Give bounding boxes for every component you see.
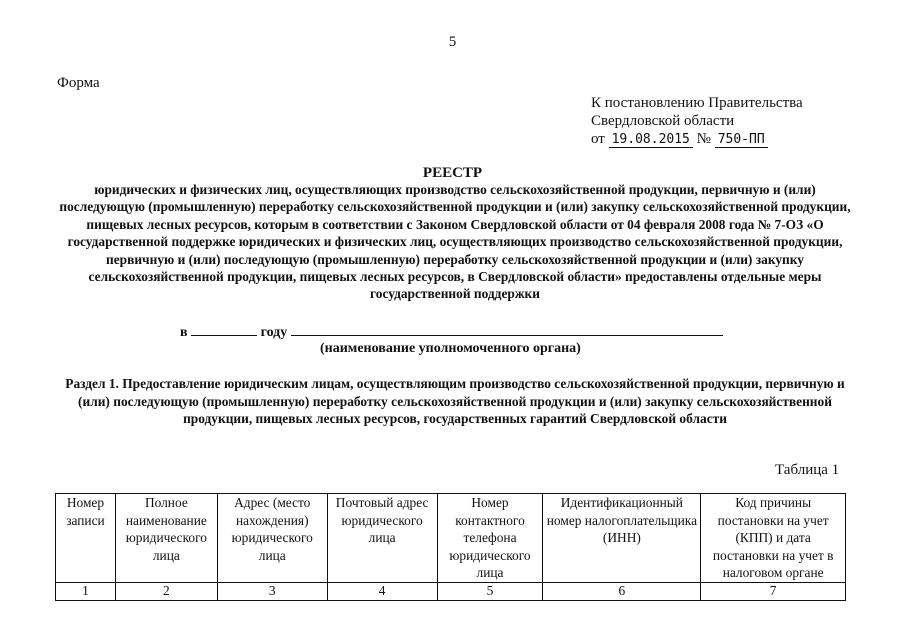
document-subtitle: юридических и физических лиц, осуществляющих производство сельскохозяйственной продукции, первичную и (или) последующую (промышленную) переработку сельскохозяйственной продукции и (или) закупку сельскохозяйственной продукции, пищевых лесных ресурсов, которым в соответствии с Законом Свердловской области от 04 февраля 2008 года № 7-ОЗ «О государственной поддержке юридических и физических лиц, осуществляющих производство сельскохозяйственной продукции, первичную и (или) последующую (промышленную) переработку сельскохозяйственной продукции и (или) закупку сельскохозяйственной продукции, пищевых лесных ресурсов, в Свердловской области» предоставлены отдельные меры государственной поддержки — [59, 182, 851, 302]
organ-caption: (наименование уполномоченного органа) — [320, 341, 581, 356]
table-header-row — [56, 494, 846, 583]
header-cell: Полное наименование юридического лица — [115, 494, 217, 583]
page-number: 5 — [448, 34, 457, 50]
attachment-date-line — [591, 130, 803, 149]
registry-table — [55, 493, 846, 601]
resolution-date: 19.08.2015 — [609, 132, 693, 148]
attachment-block — [591, 94, 803, 149]
header-cell: Код причины постановки на учет (КПП) и дата постановки на учет в налоговом органе — [701, 494, 846, 583]
section-title: Раздел 1. Предоставление юридическим лицам, осуществляющим производство сельскохозяйственной продукции, первичную и (или) последующую (промышленную) переработку сельскохозяйственной продукции и (или) закупку сельскохозяйственной продукции, пищевых лесных ресурсов, государственных гарантий Свердловской области — [65, 376, 845, 426]
header-cell: Номер записи — [56, 494, 116, 583]
table-number-row — [56, 583, 846, 601]
column-number-cell: 7 — [701, 583, 846, 601]
year-prefix: в — [180, 325, 188, 340]
number-sign: № — [696, 131, 711, 147]
from-label: от — [591, 131, 605, 147]
resolution-number: 750-ПП — [715, 132, 768, 148]
header-cell: Почтовый адрес юридического лица — [327, 494, 437, 583]
attachment-line-1: К постановлению Правительства — [591, 95, 803, 111]
attachment-line-2: Свердловской области — [591, 113, 735, 129]
column-number-cell: 2 — [115, 583, 217, 601]
column-number-cell: 5 — [437, 583, 543, 601]
year-label: году — [260, 325, 288, 340]
organ-blank — [291, 322, 723, 336]
column-number-cell: 3 — [217, 583, 327, 601]
header-cell: Идентификационный номер налогоплательщика (ИНН) — [543, 494, 701, 583]
header-cell: Номер контактного телефона юридического лица — [437, 494, 543, 583]
form-label: Форма — [57, 75, 100, 91]
year-blank — [191, 322, 257, 336]
header-cell: Адрес (место нахождения) юридического лица — [217, 494, 327, 583]
column-number-cell: 4 — [327, 583, 437, 601]
column-number-cell: 6 — [543, 583, 701, 601]
column-number-cell: 1 — [56, 583, 116, 601]
table-caption: Таблица 1 — [775, 462, 840, 478]
year-line — [180, 322, 723, 341]
document-title: РЕЕСТР — [422, 165, 483, 181]
